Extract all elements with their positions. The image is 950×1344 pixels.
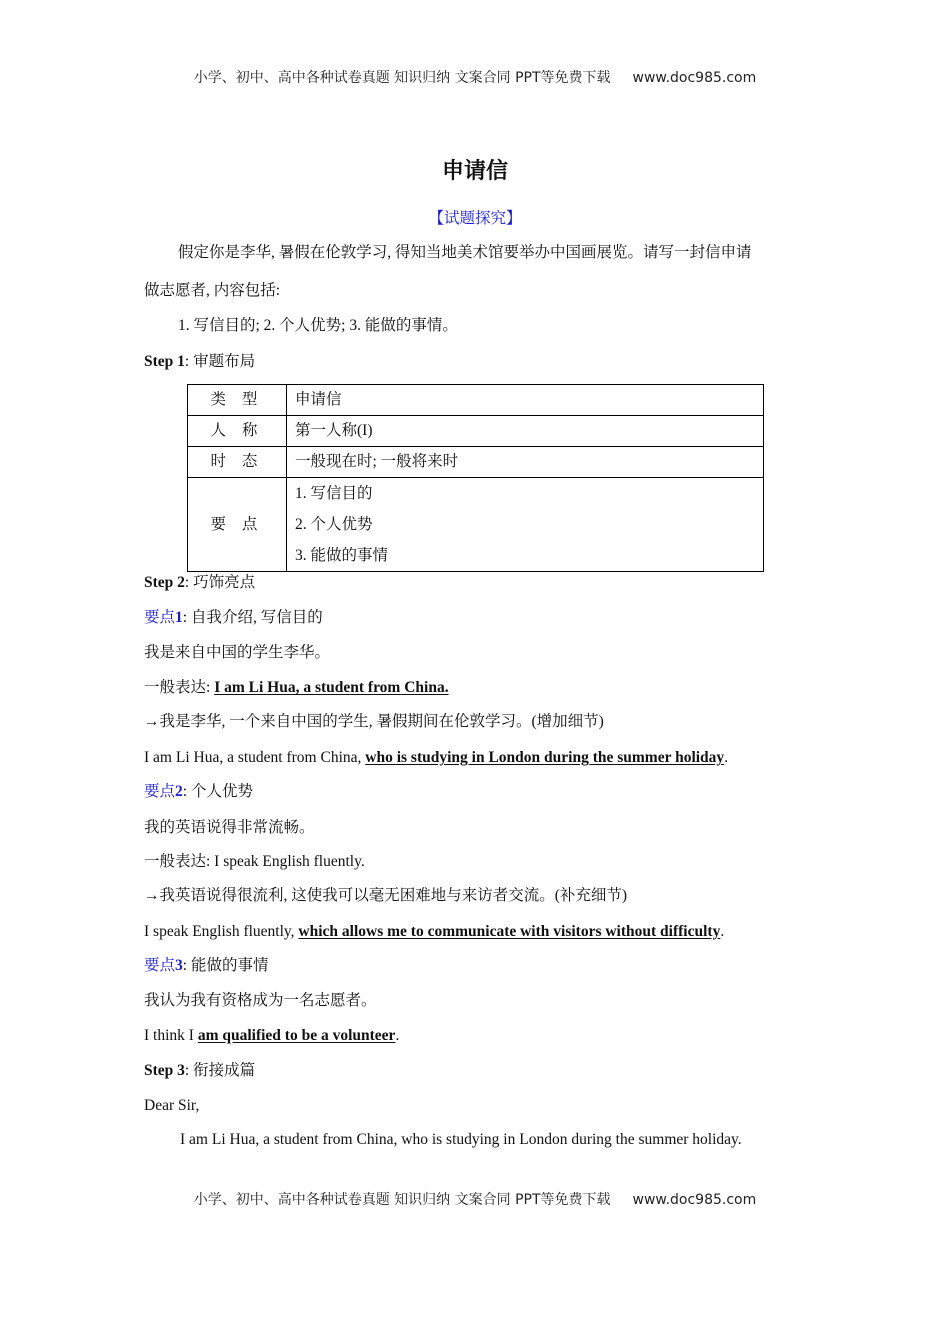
page-title: 申请信 <box>441 159 508 184</box>
table-row: 要 点 1. 写信目的 2. 个人优势 3. 能做的事情 <box>188 478 764 572</box>
prompt-points: 1. 写信目的; 2. 个人优势; 3. 能做的事情。 <box>178 317 458 334</box>
point1-heading: 要点1: 自我介绍, 写信目的 <box>144 609 323 626</box>
point2-adv: I speak English fluently, which allows me to communicate with visitors without difficulty. <box>144 923 725 940</box>
step2-heading: Step 2: 巧饰亮点 <box>144 574 256 591</box>
letter-line: I am Li Hua, a student from China, who is studying in London during the summer holiday. <box>180 1131 742 1148</box>
point1-cn: 我是来自中国的学生李华。 <box>144 644 331 661</box>
prompt-line-1: 假定你是李华, 暑假在伦敦学习, 得知当地美术馆要举办中国画展览。请写一封信申请 <box>178 244 752 261</box>
letter-greeting: Dear Sir, <box>144 1097 200 1114</box>
footer-text: 小学、初中、高中各种试卷真题 知识归纳 文案合同 PPT等免费下载 <box>193 1192 611 1208</box>
point2-cn: 我的英语说得非常流畅。 <box>144 819 315 836</box>
table-row: 类 型 申请信 <box>188 385 764 416</box>
step1-heading: Step 1: 审题布局 <box>144 353 256 370</box>
point3-cn: 我认为我有资格成为一名志愿者。 <box>144 992 377 1009</box>
point3-adv: I think I am qualified to be a volunteer. <box>144 1027 400 1044</box>
section-heading: 【试题探究】 <box>428 210 522 227</box>
point1-basic: 一般表达: I am Li Hua, a student from China. <box>144 679 449 696</box>
table-row: 人 称 第一人称(I) <box>188 416 764 447</box>
footer-url: www.doc985.com <box>632 1192 757 1208</box>
point3-heading: 要点3: 能做的事情 <box>144 957 269 974</box>
point2-adv-cn: →我英语说得很流利, 这使我可以毫无困难地与来访者交流。(补充细节) <box>144 887 628 904</box>
table-row: 时 态 一般现在时; 一般将来时 <box>188 447 764 478</box>
prompt-line-2: 做志愿者, 内容包括: <box>144 282 281 299</box>
header-text: 小学、初中、高中各种试卷真题 知识归纳 文案合同 PPT等免费下载 <box>193 70 611 86</box>
analysis-table <box>187 384 764 572</box>
header-url: www.doc985.com <box>632 70 757 86</box>
page-footer <box>0 1190 950 1210</box>
point1-adv-cn: →我是李华, 一个来自中国的学生, 暑假期间在伦敦学习。(增加细节) <box>144 713 604 730</box>
point2-heading: 要点2: 个人优势 <box>144 783 253 800</box>
page-header <box>0 68 950 88</box>
step3-heading: Step 3: 衔接成篇 <box>144 1062 256 1079</box>
point2-basic: 一般表达: I speak English fluently. <box>144 853 365 870</box>
point1-adv: I am Li Hua, a student from China, who is studying in London during the summer holiday. <box>144 749 729 766</box>
